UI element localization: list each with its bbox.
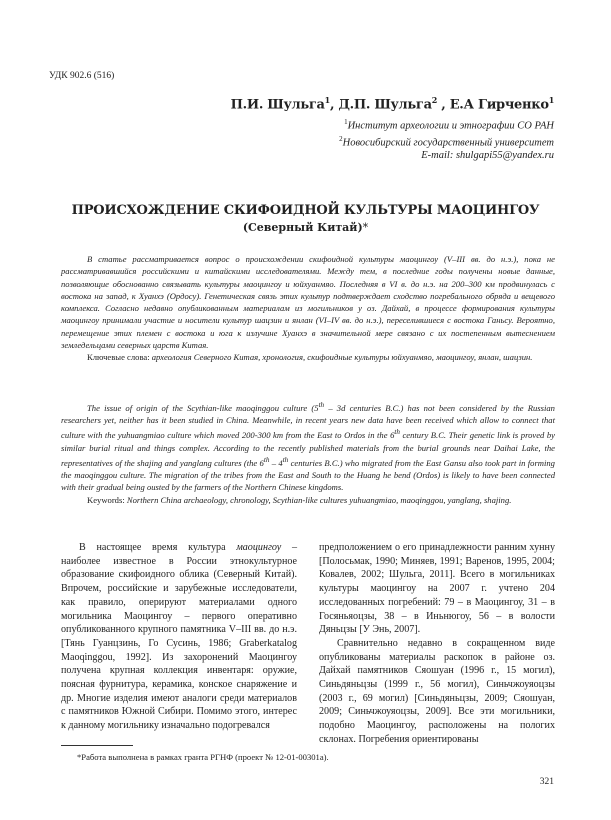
body-paragraph: Сравнительно недавно в сокращенном виде опубликованы материалы раскопок в районе оз. Дайхай памятников Сяошуан (1996 г., 15 могил), Синьдяньцзы (1999 г., 56 могил), Синьчжоуяоцзы (2003 г., 69 могил) [Синьдяньцзы, 2009; Сяошуан, 2009; Синьчжоуяоцзы, 2009]. Все эти могильники, подобно Маоцингоу, расположены на пологих склонах. Погребения ориентированы [319,637,555,745]
author-name: Е.А Гирченко [449,97,549,113]
footnote-divider [61,745,133,746]
body-column-right [319,541,555,747]
author-name: Д.П. Шульга [338,97,432,113]
body-column-left [61,541,297,733]
affiliation-mark: 2 [431,95,437,105]
keywords-line [61,494,555,506]
keywords-label: Ключевые слова: [87,352,150,363]
paper-subtitle [0,221,611,234]
affiliation-text: Новосибирский государственный университет [342,137,554,148]
author-name: П.И. Шульга [230,97,325,113]
affiliation-mark: 1 [344,118,348,126]
keywords-list: археология Северного Китая, хронология, скифоидные культуры юйхуанмяо, маоцингоу, янлан, шацзин. [151,352,533,363]
abstract-text: В статье рассматривается вопрос о происхождении скифоидной культуры маоцингоу (V–III вв. до н.э.), пока не рассматривавшийся российскими и китайскими исследователями. Между тем, в последние годы получены новые данные, позволяющие обоснованно связывать культуры маоцингоу и юйхуанмяо. Последняя в VI в. до н.э. на 200–300 км продвинулась с востока на запад, к Хуанхэ (Ордосу). Генетическая связь этих культур подтверждает сходство погребального обряда и вещевого комплекса. Согласно недавно опубликованным материалам из могильников у оз. Дайхай, в процессе формирования культуры маоцингоу принимали участие и носители культур шацзин и янлан (VI–IV вв. до н.э.), переселившиеся с востока Ганьсу. Вероятно, перемещение этих племен с востока и юга к излучине Хуанхэ в значительной мере связано с их постепенным вытеснением земледельцами северных царств Китая. [61,254,555,351]
affiliation-line [339,116,554,133]
keywords-line [61,351,555,363]
paper-title: ПРОИСХОЖДЕНИЕ СКИФОИДНОЙ КУЛЬТУРЫ МАОЦИНГОУ [71,203,540,218]
author-separator: , [329,97,339,113]
affiliation-block [339,116,554,162]
abstract-russian [61,253,555,364]
author-separator: , [437,97,450,113]
author-email[interactable]: E-mail: shulgapi55@yandex.ru [421,150,554,161]
subtitle-text: (Северный Китай) [242,221,363,234]
abstract-english [61,399,555,506]
affiliation-mark: 1 [548,95,554,105]
body-paragraph: предположением о его принадлежности ранним хунну [Полосьмак, 1990; Миняев, 1991; Варенов, 1995, 2004; Ковалев, 2002; Шульга, 2011]. Всего в могильниках культуры маоцингоу на 2007 г. учтено 204 исследованных погребений: 79 – в Маоцингоу, 31 – в Госяньяоцзы, 38 – в Иньнюгоу, 56 – в волости Дяньцзы [У Энь, 2007]. [319,542,555,636]
affiliation-mark: 2 [339,134,343,143]
keywords-list: Northern China archaeology, chronology, Scythian-like cultures yuhuangmiao, maoqinggou, yanglang, shajing. [126,494,512,505]
body-paragraph: В настоящее время культура маоцингоу – наиболее известное в России этнокультурное образование скифоидного облика (Северный Китай). Впрочем, российские и зарубежные исследователи, как правило, оперируют материалами одного могильника Маоцингоу – первого оперативно опубликованного крупного памятника V–III вв. до н.э. [Тянь Гуанцзинь, Го Сусинь, 1986; Graberkatalog Maoqinggou, 1992]. Из захоронений Маоцингоу получена крупная коллекция инвентаря: оружие, поясная фурнитура, керамика, конское снаряжение и др. Многие изделия имеют аналоги среди материалов с памятников Южной Сибири. Помимо этого, интерес к данному могильнику изначально подогревался [61,542,297,732]
footnote-mark[interactable]: * [362,221,369,234]
keywords-label: Keywords: [87,494,125,505]
affiliation-mark: 1 [324,95,330,105]
abstract-text: The issue of origin of the Scythian-like maoqinggou culture (5th – 3d centuries B.C.) has not been considered by the Russian researchers yet, neither has it been studied in China. Meanwhile, in recent years new data have been received which allow to connect that culture with the yuhuangmiao culture which moved 200-300 km from the East to Ordos in the 6th century B.C. Their genetic link is proved by similar burial ritual and things complex. According to the recently published materials from the burial grounds near Daihai Lake, the representatives of the shajing and yanglang cultures (the 6th – 4th centuries B.C.) who migrated from the East Gansu also took part in forming the maoqinggou culture. The migration of the tribes from the East and South to the Huang he bend (Ordos) is likely to have been connected with their gradual being ousted by the farmers of the Northern Chinese kingdoms. [61,401,556,493]
affiliation-line [339,133,554,150]
footnote: *Работа выполнена в рамках гранта РГНФ (проект № 12-01-00301а). [77,752,329,762]
page-number: 321 [539,777,554,787]
affiliation-text: Институт археологии и этнографии СО РАН [347,120,554,132]
udk-code: УДК 902.6 (516) [49,71,115,81]
author-list [231,95,554,112]
